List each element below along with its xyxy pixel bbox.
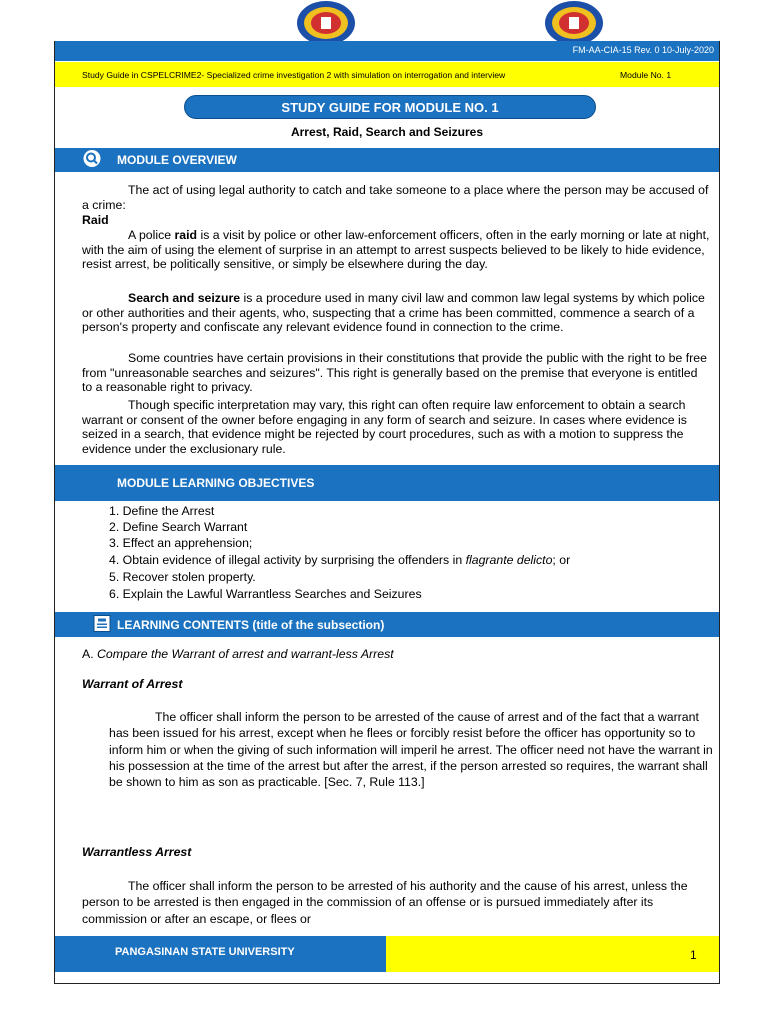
page-subtitle: Arrest, Raid, Search and Seizures (290, 125, 484, 139)
raid-paragraph: A police raid is a visit by police or other law-enforcement officers, often in the early morning or late at night, with the aim of using the element of surprise in an attempt to arrest suspects believed to be likely to hide evidence, resist arrest, be politically sensitive, or simply be elsewhere during the day. (82, 228, 710, 271)
document-code: FM-AA-CIA-15 Rev. 0 10-July-2020 (572, 45, 714, 55)
page-number: 1 (690, 948, 697, 962)
module-overview-bar (55, 148, 719, 172)
warrant-of-arrest-text: The officer shall inform the person to be arrested of the cause of arrest and of the fact that a warrant has been issued for his arrest, except when he flees or forcibly resist before the officer has opportunity so to inform him or when the giving of such information will imperil he arrest. The officer need not have the warrant in his possession at the time of the arrest but after the arrest, if the person arrested so requires, the warrant shall be shown to him as son as practicable. [Sec. 7, Rule 113.] (109, 710, 713, 790)
university-seal-logo-left (296, 0, 356, 46)
objective-item: 3. Effect an apprehension; (109, 536, 253, 550)
study-guide-line: Study Guide in CSPELCRIME2- Specialized crime investigation 2 with simulation on interrogation and interview (82, 70, 506, 80)
page-title: STUDY GUIDE FOR MODULE NO. 1 (184, 95, 596, 119)
footer-page-area (386, 936, 719, 972)
section-a-title: A. Compare the Warrant of arrest and warrant-less Arrest (82, 647, 394, 661)
magnifier-icon (83, 150, 101, 171)
learning-objectives-bar (55, 465, 719, 501)
warrantless-arrest-text: The officer shall inform the person to be arrested of his authority and the cause of his arrest, unless the person to be arrested is then engaged in the commission of an offense or is pursued immediately after its commission or after an escape, or flees or (82, 879, 688, 926)
countries-paragraph: Some countries have certain provisions in their constitutions that provide the public with the right to be free from "unreasonable searches and seizures". This right is generally based on the premise that everyone is entitled to a reasonable right to privacy. (82, 351, 707, 394)
warrant-of-arrest-heading: Warrant of Arrest (82, 677, 183, 691)
module-overview-heading: MODULE OVERVIEW (117, 153, 237, 167)
search-seizure-paragraph: Search and seizure is a procedure used in many civil law and common law legal systems by which police or other authorities and their agents, who, suspecting that a crime has been committed, commence a search of a person's property and confiscate any relevant evidence found in connection to the crime. (82, 291, 705, 334)
overview-intro: The act of using legal authority to catch and take someone to a place where the person may be accused of a crime: (82, 183, 709, 212)
learning-objectives-heading: MODULE LEARNING OBJECTIVES (117, 476, 315, 490)
objective-item: 6. Explain the Lawful Warrantless Searches and Seizures (109, 587, 422, 601)
warrantless-arrest-heading: Warrantless Arrest (82, 845, 192, 859)
learning-contents-heading: LEARNING CONTENTS (title of the subsection) (117, 617, 385, 632)
university-seal-logo-right (544, 0, 604, 46)
learning-contents-bar (55, 612, 719, 637)
document-icon (93, 614, 111, 635)
objective-item: 2. Define Search Warrant (109, 520, 248, 534)
raid-heading: Raid (82, 213, 109, 227)
objective-item: 5. Recover stolen property. (109, 570, 256, 584)
university-name: PANGASINAN STATE UNIVERSITY (115, 946, 295, 958)
interpretation-paragraph: Though specific interpretation may vary, this right can often require law enforcement to obtain a search warrant or consent of the owner before engaging in any form of search and seizure. In cases where evidence is seized in a search, that evidence might be rejected by court procedures, such as with a motion to suppress the evidence under the exclusionary rule. (82, 398, 687, 456)
module-number: Module No. 1 (620, 70, 672, 80)
objective-item: 4. Obtain evidence of illegal activity by surprising the offenders in flagrante delicto; or (109, 553, 571, 567)
objective-item: 1. Define the Arrest (109, 504, 215, 518)
